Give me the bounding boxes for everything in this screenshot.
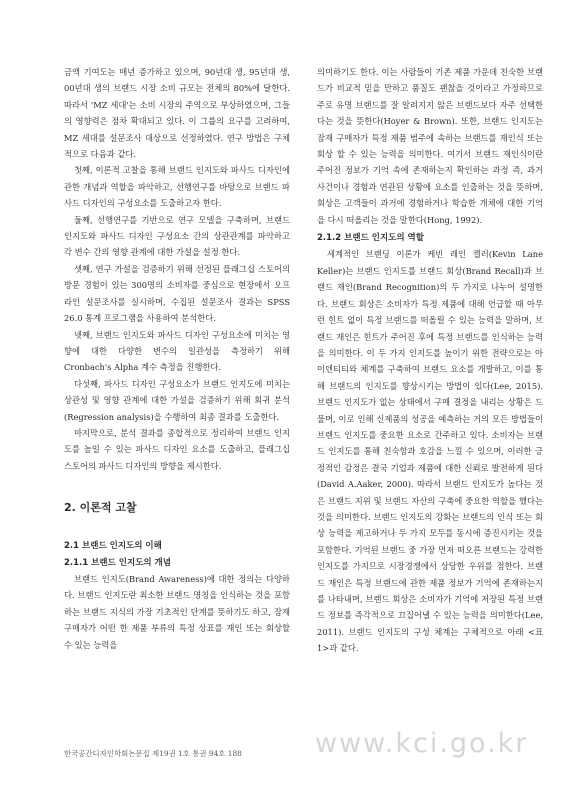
- subsection-title-2-1: 2.1 브랜드 인지도의 이해: [64, 541, 162, 552]
- method-step-1: 첫째, 이론적 고찰을 통해 브랜드 인지도와 파사드 디자인에 관한 개념과 역할을 파악하고, 선행연구를 바탕으로 브랜드 파사드 디자인의 구성요소를 도출하고자 한다.: [64, 165, 290, 209]
- subsection-title-2-1-2: 2.1.2 브랜드 인지도의 역할: [317, 233, 424, 244]
- intro-paragraph: 금액 기여도는 매년 증가하고 있으며, 90년대 생, 95년대 생, 00년대 생의 브랜드 시장 소비 규모는 전체의 80%에 달한다. 따라서 'MZ 세대'는 소비 시장의 주역으로 부상하였으며, 그들의 영향력은 점차 확대되고 있다. 이 그룹의 요구를 고려하여, MZ 세대를 설문조사 대상으로 선정하였다. 연구 방법은 구체적으로 다음과 같다.: [64, 67, 290, 160]
- brand-awareness-role-paragraph: 세계적인 브랜딩 이론가 케빈 레인 켈러(Kevin Lane Keller)는 브랜드 인지도를 브랜드 회상(Brand Recall)과 브랜드 재인(Brand Recognition)의 두 가지로 나누어 설명한다. 브랜드 회상은 소비자가 특정 제품에 대해 언급할 때 아무런 힌트 없이 특정 브랜드를 떠올릴 수 있는 능력을 말하며, 브랜드 재인은 힌트가 주어진 후에 특정 브랜드를 인식하는 능력을 의미한다. 이 두 가지 인지도를 높이기 위한 전략으로는 아이덴티티와 체계를 구축하여 브랜드 요소를 개발하고, 이를 통해 브랜드의 인지도를 향상시키는 방법이 있다(Lee, 2015). 브랜드 인지도가 없는 상태에서 구매 결정을 내리는 상황은 드물며, 이로 인해 신제품의 성공을 예측하는 거의 모든 방법들이 브랜드 인지도를 중요한 요소로 간주하고 있다. 소비자는 브랜드 인지도를 통해 친숙함과 호감을 느낄 수 있으며, 이러한 긍정적인 감정은 결국 기업과 제품에 대한 신뢰로 발전하게 된다(David A.Aaker, 2000). 따라서 브랜드 인지도가 높다는 것은 브랜드 지위 및 브랜드 자산의 구축에 중요한 역할을 했다는 것을 의미한다. 브랜드 인지도의 강화는 브랜드의 인식 또는 회상 능력을 제고하거나 두 가지 모두를 동시에 증진시키는 것을 포함한다. 기억된 브랜드 중 가장 먼저 떠오른 브랜드는 강력한 인지도를 가지므로 시장경쟁에서 상당한 우위를 점한다. 브랜드 재인은 특정 브랜드에 관한 제품 정보가 기억에 존재하는지를 나타내며, 브랜드 회상은 소비자가 기억에 저장된 특정 브랜드 정보를 즉각적으로 끄집어낼 수 있는 능력을 의미한다(Lee, 2011). 브랜드 인지도의 구성 체계는 구체적으로 아래 <표 1>과 같다.: [317, 249, 543, 654]
- section-title: 2. 이론적 고찰: [64, 501, 137, 515]
- method-step-2: 둘째, 선행연구를 기반으로 연구 모델을 구축하며, 브랜드 인지도와 파사드 디자인 구성요소 간의 상관관계를 파악하고 각 변수 간의 영향 관계에 대한 가설을 설정 한다.: [64, 214, 290, 258]
- method-step-5: 다섯째, 파사드 디자인 구성요소가 브랜드 인지도에 미치는 상관성 및 영향 관계에 대한 가설을 검증하기 위해 회귀 분석(Regression analysis)을 수행하여 최종 결과를 도출한다.: [64, 378, 290, 422]
- brand-awareness-definition-paragraph: 브랜드 인지도(Brand Awareness)에 대한 정의는 다양하다. 브랜드 인지도란 최소한 브랜드 명칭을 인식하는 것을 포함하는 브랜드 지식의 가장 기초적인 단계를 뜻하기도 하고, 잠재 구매자가 어떤 한 제품 부류의 특정 상표를 재인 또는 회상할 수 있는 능력을: [64, 573, 290, 650]
- watermark: www.kci.go.kr: [315, 728, 529, 759]
- page-footer: 한국공간디자인학회논문집 제19권 1호 통권 94호 188: [64, 749, 242, 758]
- method-conclusion: 마지막으로, 분석 결과를 종합적으로 정리하여 브랜드 인지도를 높일 수 있는 파사드 디자인 요소를 도출하고, 플래그십 스토어의 파사드 디자인의 방향을 제시한다.: [64, 427, 290, 471]
- left-column: [64, 64, 290, 653]
- method-step-4: 넷째, 브랜드 인지도와 파사드 디자인 구성요소에 미치는 영향에 대한 다양한 변수의 일관성을 측정하기 위해 Cronbach's Alpha 계수 측정을 진행한다.: [64, 329, 290, 373]
- right-column: [317, 64, 543, 657]
- subsection-title-2-1-1: 2.1.1 브랜드 인지도의 개념: [64, 557, 171, 568]
- method-step-3: 셋째, 연구 가설을 검증하기 위해 선정된 플래그십 스토어의 방문 경험이 있는 300명의 소비자를 중심으로 현장에서 오프라인 설문조사를 실시하며, 수집된 설문조사 결과는 SPSS 26.0 통계 프로그램을 사용하여 분석한다.: [64, 263, 290, 324]
- brand-awareness-continued-paragraph: 의미하기도 한다. 이는 사람들이 기존 제품 가운데 친숙한 브랜드가 비교적 믿을 만하고 품질도 괜찮을 것이라고 가정하므로 주로 유명 브랜드를 잘 알려지지 않은 브랜드보다 자주 선택한다는 것을 뜻한다(Hoyer & Brown). 또한, 브랜드 인지도는 잠재 구매자가 특정 제품 범주에 속하는 브랜드를 재인식 또는 회상 할 수 있는 능력을 의미한다. 여기서 브랜드 재인식이란 주어진 정보가 기억 속에 존재하는지 확인하는 과정 즉, 과거 사건이나 경험과 연관된 상황에 요소를 인출하는 것을 뜻하며, 회상은 고객들이 과거에 경험하거나 학습한 개체에 대한 기억을 다시 떠올리는 것을 말한다(Hong, 1992).: [317, 67, 543, 225]
